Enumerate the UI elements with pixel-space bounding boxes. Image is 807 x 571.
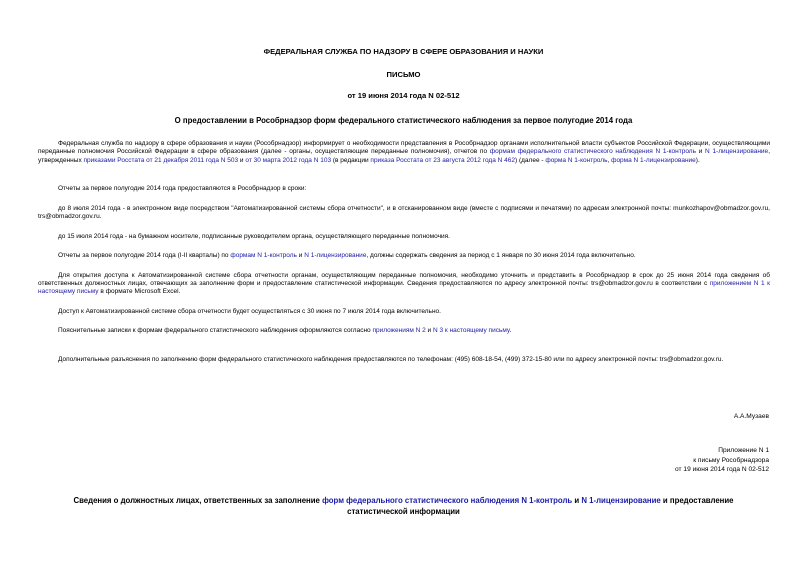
document-subject: О предоставлении в Рособрнадзор форм федерального статистического наблюдения за первое полугодие 2014 года bbox=[174, 116, 633, 125]
text: Федеральная служба по надзору в сфере образования и науки (Рособрнадзор) информирует о необходимости представления в Рособрнадзор органами исполнительной власти субъектов Российской Федерации, осуществляющими переданные полномочия Российской Федерации в сфере образования (далее - органы, осуществляющие переданные полномочия), отчетов по bbox=[38, 140, 770, 156]
paragraph-intro bbox=[38, 140, 770, 165]
document-date-number: от 19 июня 2014 года N 02-512 bbox=[347, 91, 460, 100]
link-forms-1-kontrol[interactable]: формам федерального статистического наблюдения N 1-контроль bbox=[489, 148, 696, 156]
appendix-line: от 19 июня 2014 года N 02-512 bbox=[675, 466, 769, 474]
text: ). bbox=[695, 156, 700, 164]
text: Для открытия доступа к Автоматизированной системе сбора отчетности органам, осуществляющим переданные полномочия, необходимо уточнить и представить в Рособрнадзор в срок до 25 июня 2014 года сведения об ответственных должностных лицах, отвечающих за заполнение форм и предоставление статистической информации. Сведения предоставляются по адресу электронной почты: trs@obmadzor.gov.ru в соответствии с bbox=[38, 271, 770, 287]
link-forms-1-kontrol-short[interactable]: формам N 1-контроль bbox=[230, 252, 297, 260]
link-form-1-kontrol[interactable]: форма N 1-контроль bbox=[545, 156, 608, 164]
signer-name: А.А.Музаев bbox=[733, 413, 769, 420]
text: Пояснительные записки к формам федерального статистического наблюдения оформляются согласно bbox=[58, 327, 373, 335]
text: , bbox=[607, 156, 612, 164]
text: в формате Microsoft Excel. bbox=[98, 288, 181, 296]
link-form-1-licenzirovanie[interactable]: форма N 1-лицензирование bbox=[611, 156, 696, 164]
text: Отчеты за первое полугодие 2014 года (I-II кварталы) по bbox=[58, 252, 231, 260]
link-order-503[interactable]: приказами Росстата от 21 декабря 2011 года N 503 bbox=[83, 156, 239, 164]
paragraph-deadline-electronic: до 8 июля 2014 года - в электронном виде посредством "Автоматизированной системы сбора отчетности", и в отсканированном виде (вместе с подписями и печатями) по адресам электронной почты: munkozhapov@obmadzor.gov.ru, trs@obmadzor.gov.ru. bbox=[38, 204, 770, 221]
link-1-licenzirovanie-title[interactable]: N 1-лицензирование bbox=[581, 496, 661, 505]
text: Сведения о должностных лицах, ответственных за заполнение bbox=[73, 496, 323, 505]
text: и bbox=[296, 252, 305, 260]
appendix-line: к письму Рособрнадзора bbox=[693, 456, 769, 464]
text: и предоставление статистической информации bbox=[347, 496, 734, 516]
paragraph-deadline-paper: до 15 июля 2014 года - на бумажном носителе, подписанные руководителем органа, осуществляющего переданные полномочия. bbox=[58, 232, 450, 240]
text: , утвержденных bbox=[38, 148, 770, 164]
text: и bbox=[425, 327, 433, 335]
text: и bbox=[572, 496, 582, 505]
link-1-licenzirovanie-short[interactable]: N 1-лицензирование bbox=[304, 252, 367, 260]
appendix-line: Приложение N 1 bbox=[718, 447, 769, 454]
text: , должны содержать сведения за период с 1 января по 30 июня 2014 года включительно. bbox=[366, 252, 636, 260]
link-order-462[interactable]: приказа Росстата от 23 августа 2012 года N 462 bbox=[370, 156, 515, 164]
link-appendix-3[interactable]: N 3 к настоящему письму bbox=[433, 327, 510, 335]
link-appendix-2[interactable]: приложениям N 2 bbox=[372, 327, 426, 335]
text: ) (далее - bbox=[515, 156, 546, 164]
paragraph-access-dates: Доступ к Автоматизированной системе сбора отчетности будет осуществляться с 30 июня по 7 июля 2014 года включительно. bbox=[58, 307, 441, 315]
text: и bbox=[696, 148, 706, 156]
paragraph-explanatory-notes bbox=[38, 327, 770, 335]
link-appendix-1[interactable]: приложением N 1 к настоящему письму bbox=[38, 279, 770, 296]
text: . bbox=[509, 327, 512, 335]
link-1-licenzirovanie[interactable]: N 1-лицензирование bbox=[705, 148, 769, 156]
letter-body bbox=[38, 140, 770, 375]
link-order-103[interactable]: от 30 марта 2012 года N 103 bbox=[245, 156, 332, 164]
document-kind: ПИСЬМО bbox=[386, 70, 421, 79]
paragraph-deadlines: Отчеты за первое полугодие 2014 года предоставляются в Рособрнадзор в сроки: bbox=[58, 185, 307, 193]
paragraph-contacts: Дополнительные разъяснения по заполнению форм федерального статистического наблюдения предоставляются по телефонам: (495) 608-18-54, (499) 372-15-80 или по адресу электронной почты: trs@obmadzor.gov.ru. bbox=[58, 355, 724, 363]
link-forms-stat-1-kontrol[interactable]: форм федерального статистического наблюдения N 1-контроль bbox=[322, 496, 573, 505]
appendix-reference bbox=[675, 446, 769, 475]
text: (в редакции bbox=[331, 156, 371, 164]
text: и bbox=[238, 156, 246, 164]
paragraph-access bbox=[38, 272, 770, 297]
appendix-title bbox=[60, 496, 747, 518]
issuing-organization: ФЕДЕРАЛЬНАЯ СЛУЖБА ПО НАДЗОРУ В СФЕРЕ ОБРАЗОВАНИЯ И НАУКИ bbox=[263, 47, 544, 56]
paragraph-period bbox=[38, 252, 770, 260]
